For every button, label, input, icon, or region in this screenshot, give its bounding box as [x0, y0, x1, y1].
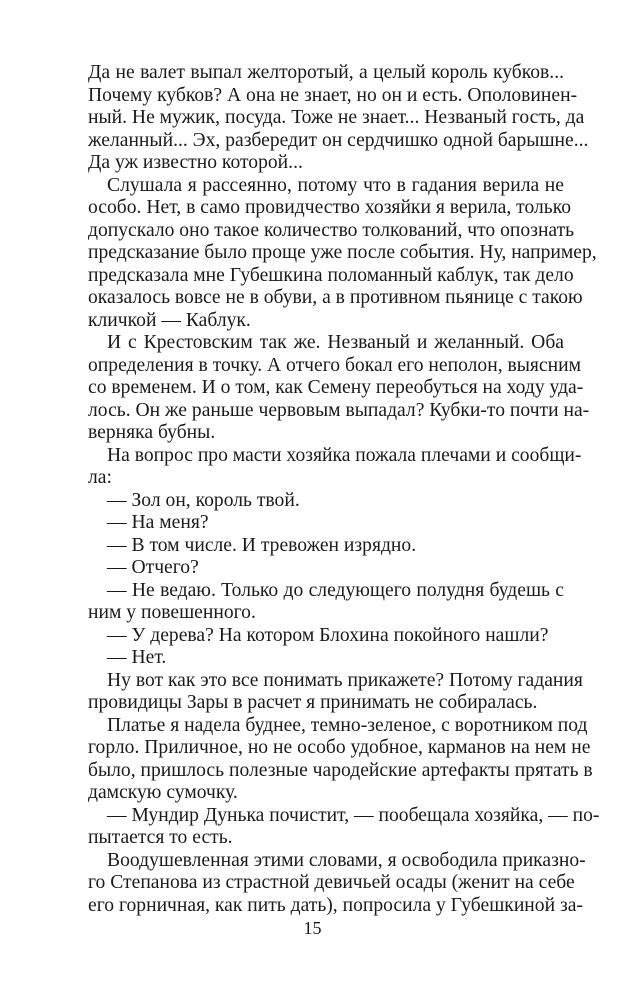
text-line: пытается то есть.	[88, 827, 233, 848]
text-line: — На меня?	[107, 512, 209, 533]
text-line: — У дерева? На котором Блохина покойного нашли?	[107, 624, 549, 646]
text-line: Платье я надела буднее, темно-зеленое, с воротником под	[107, 714, 588, 736]
text-line: — Мундир Дунька почистит, — пообещала хозяйка, — по-	[107, 804, 600, 826]
text-line: предсказание было проще уже после события. Ну, например,	[88, 242, 597, 263]
text-line: оказалось вовсе не в обуви, а в противном пьянице с такою	[88, 287, 583, 308]
text-line: Почему кубков? А она не знает, но он и есть. Ополовинен-	[88, 84, 578, 106]
text-line: — Не ведаю. Только до следующего полудня будешь с	[107, 579, 564, 601]
text-line: особо. Нет, в само провидчество хозяйки я верила, только	[88, 197, 572, 218]
text-line: — В том числе. И тревожен изрядно.	[107, 534, 417, 556]
text-line: предсказала мне Губешкина поломанный каблук, так дело	[88, 264, 574, 286]
text-line: го Степанова из страстной девичьей осады (женит на себе	[88, 872, 575, 893]
text-line: со временем. И о том, как Семену переобуться на ходу уда-	[88, 377, 584, 398]
text-line: дамскую сумочку.	[88, 782, 238, 803]
text-line: ним у повешенного.	[88, 602, 256, 623]
text-line: Слушала я рассеянно, потому что в гадания верила не	[107, 174, 564, 196]
text-line: горло. Приличное, но не особо удобное, карманов на нем не	[88, 737, 591, 758]
text-line: Да уж известно которой...	[88, 152, 303, 173]
text-line: верняка бубны.	[88, 422, 216, 443]
text-line: — Зол он, король твой.	[107, 489, 300, 511]
text-line: Ну вот как это все понимать прикажете? Потому гадания	[107, 669, 583, 691]
text-line: Воодушевленная этими словами, я освободила приказно-	[107, 849, 586, 871]
text-line: желанный... Эх, разбередит он сердчишко одной барышне...	[88, 129, 589, 151]
text-line: ла:	[88, 467, 112, 488]
text-line: — Нет.	[107, 647, 167, 668]
text-line: На вопрос про масти хозяйка пожала плечами и сообщи-	[107, 444, 582, 466]
page-number: 15	[303, 918, 322, 938]
text-line: ный. Не мужик, посуда. Тоже не знает... Незваный гость, да	[88, 107, 585, 128]
text-line: его горничная, как пить дать), попросила у Губешкиной за-	[88, 894, 583, 916]
text-line: было, пришлось полезные чародейские артефакты прятать в	[88, 759, 593, 781]
text-line: И с Крестовским так же. Незваный и желанный. Оба	[107, 332, 564, 353]
text-line: — Отчего?	[107, 557, 199, 578]
text-line: провидицы Зары в расчет я принимать не собиралась.	[88, 692, 538, 713]
text-line: Да не валет выпал желторотый, а целый король кубков...	[88, 62, 564, 83]
text-line: определения в точку. А отчего бокал его неполон, выясним	[88, 354, 581, 376]
text-line: кличкой — Каблук.	[88, 309, 251, 331]
body-text	[88, 62, 600, 917]
text-line: допускало оно такое количество толкований, что опознать	[88, 219, 575, 241]
text-line: лось. Он же раньше червовым выпадал? Кубки-то почти на-	[88, 399, 590, 421]
